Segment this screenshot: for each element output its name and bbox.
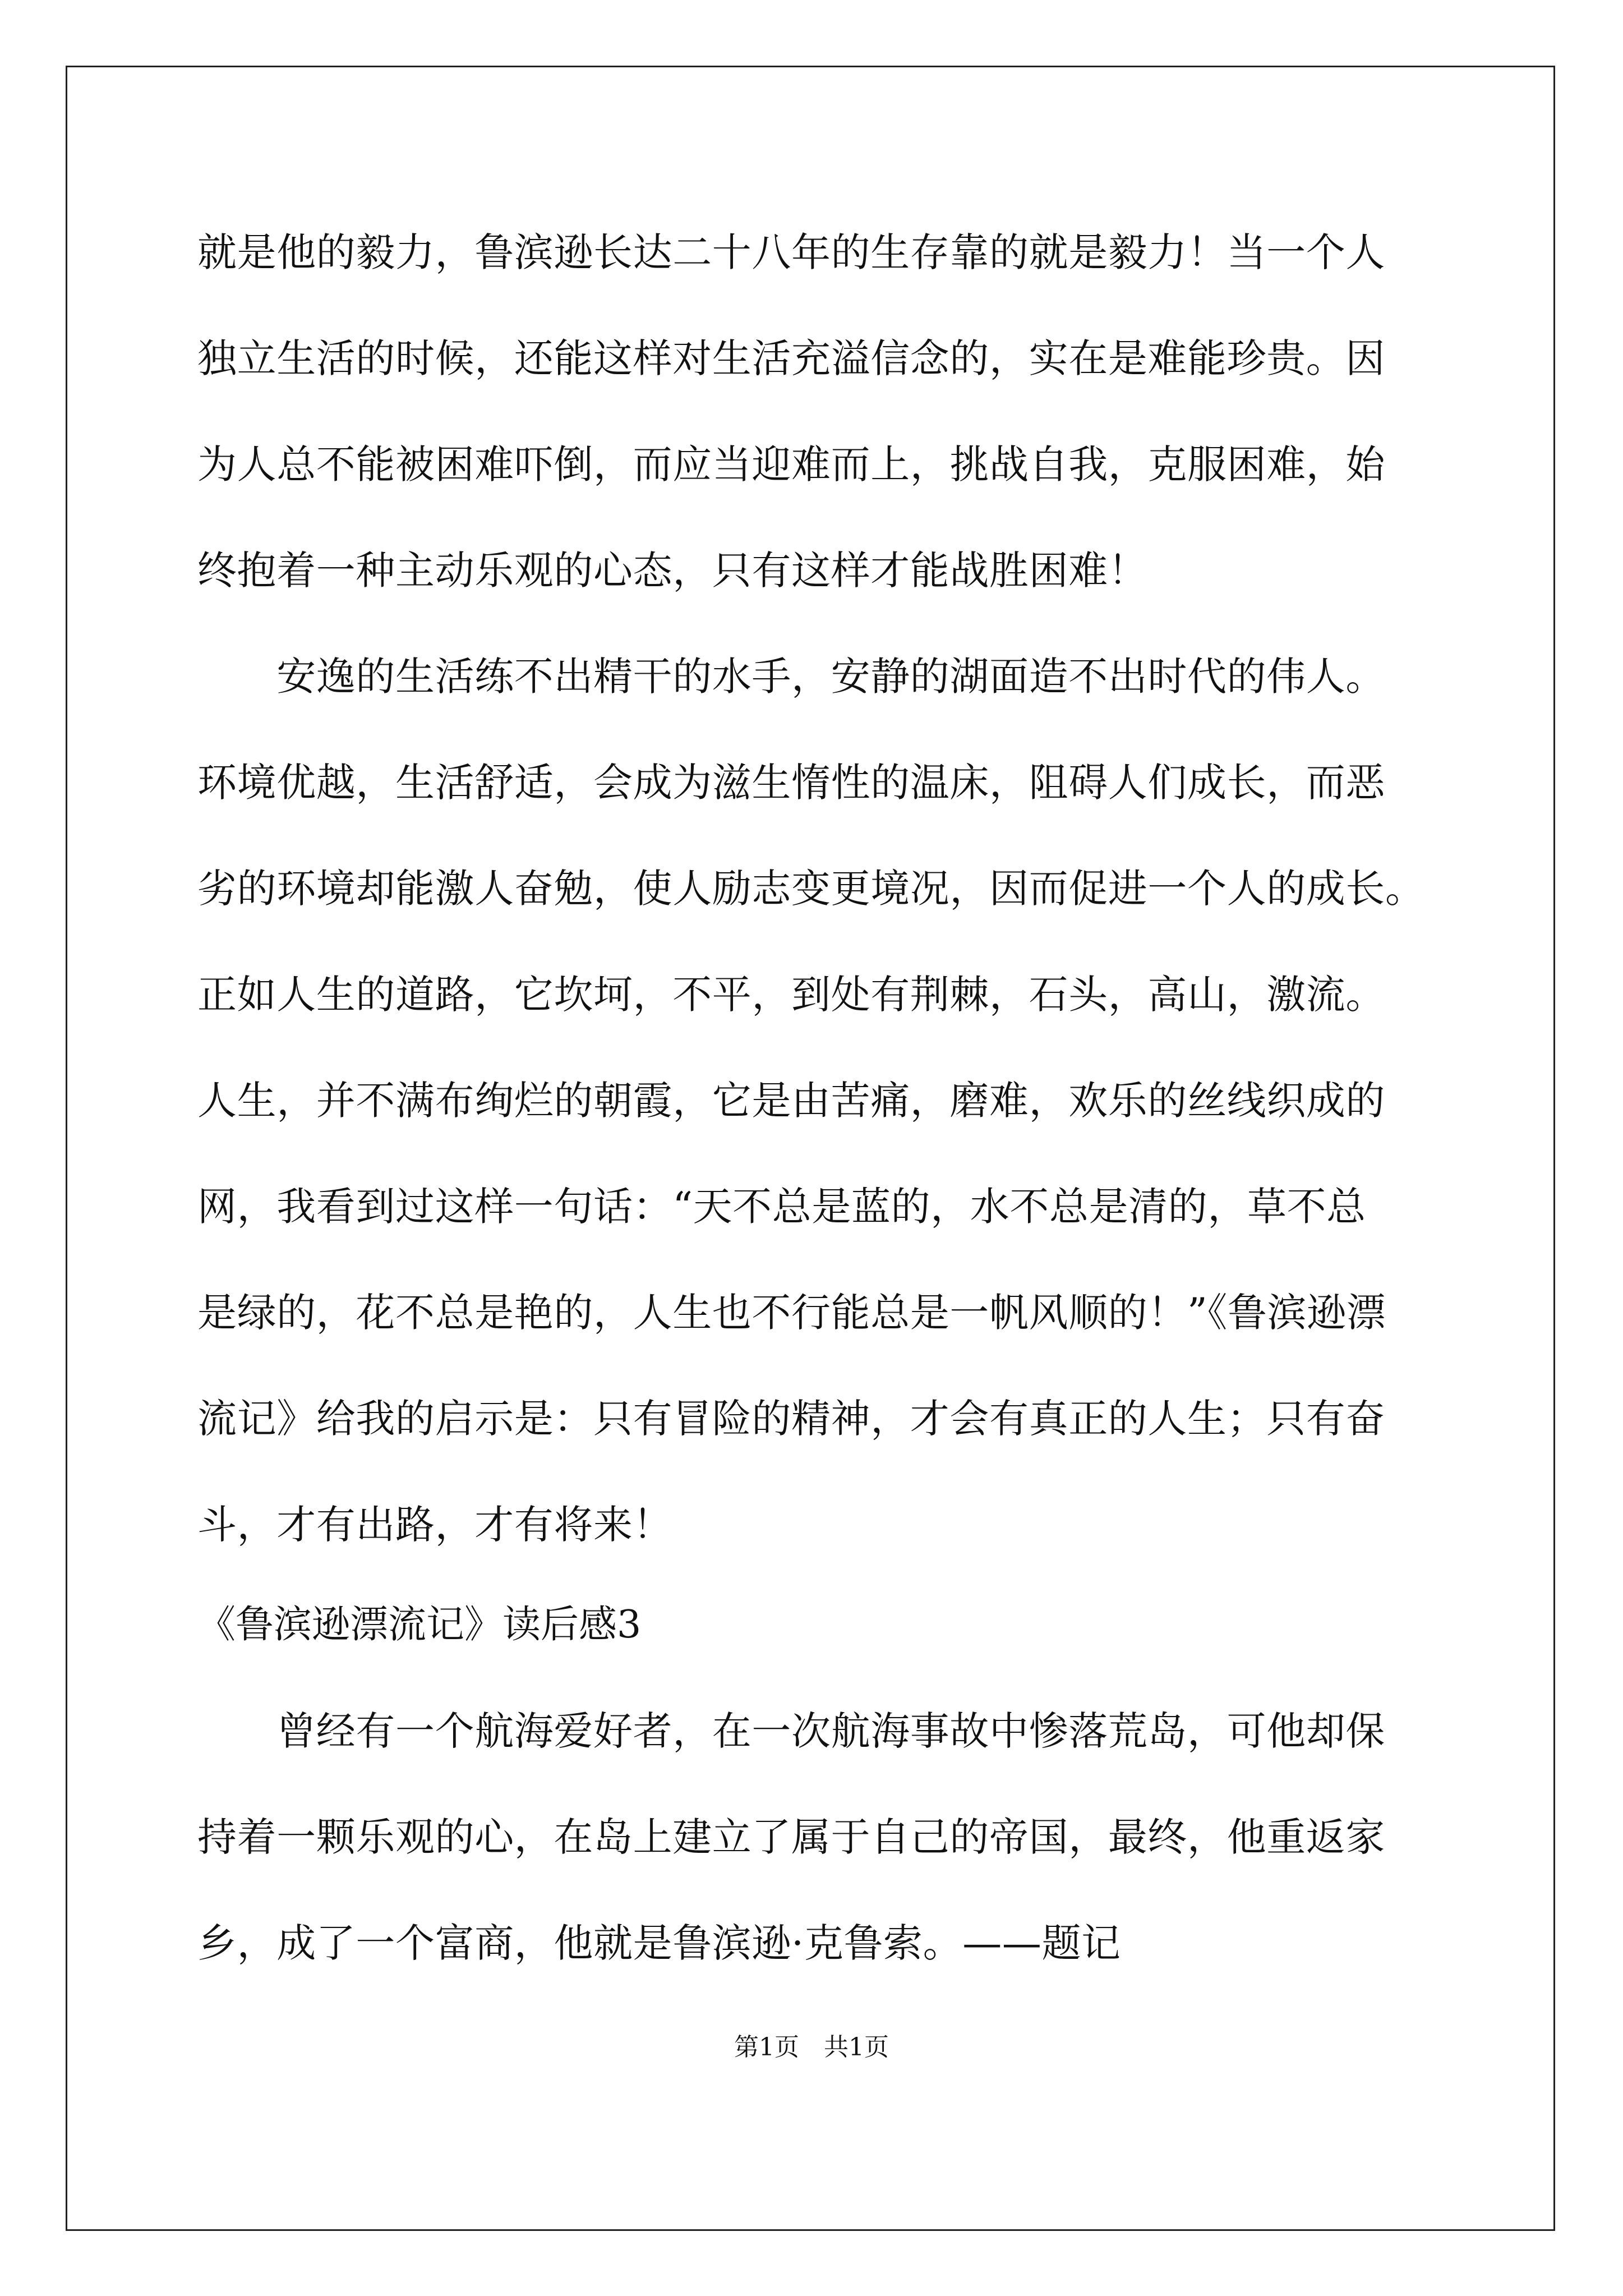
text-line: 持着一颗乐观的心，在岛上建立了属于自己的帝国，最终，他重返家 (197, 1814, 1385, 1860)
text-line: 安逸的生活练不出精干的水手，安静的湖面造不出时代的伟人。 (197, 654, 1385, 700)
text-line: 人生，并不满布绚烂的朝霞，它是由苦痛，磨难，欢乐的丝线织成的 (197, 1078, 1385, 1124)
text-line: 劣的环境却能激人奋勉，使人励志变更境况，因而促进一个人的成长。 (197, 866, 1425, 912)
page-border (66, 66, 1555, 2231)
text-line: 正如人生的道路，它坎坷，不平，到处有荆棘，石头，高山，激流。 (197, 972, 1385, 1018)
text-line: 乡，成了一个富商，他就是鲁滨逊·克鲁索。——题记 (197, 1920, 1121, 1966)
text-line: 是绿的，花不总是艳的，人生也不行能总是一帆风顺的！”《鲁滨逊漂 (197, 1290, 1386, 1336)
page-footer: 第1页 共1页 (734, 2033, 889, 2062)
text-line: 环境优越，生活舒适，会成为滋生惰性的温床，阻碍人们成长，而恶 (197, 760, 1385, 806)
section-heading: 《鲁滨逊漂流记》读后感3 (197, 1603, 642, 1647)
text-line: 就是他的毅力，鲁滨逊长达二十八年的生存靠的就是毅力！当一个人 (197, 229, 1385, 275)
text-line: 斗，才有出路，才有将来！ (197, 1502, 673, 1548)
text-line: 终抱着一种主动乐观的心态，只有这样才能战胜困难！ (197, 547, 1148, 593)
text-line: 为人总不能被困难吓倒，而应当迎难而上，挑战自我，克服困难，始 (197, 441, 1385, 487)
text-line: 网，我看到过这样一句话：“天不总是蓝的，水不总是清的，草不总 (197, 1184, 1366, 1230)
text-line: 流记》给我的启示是：只有冒险的精神，才会有真正的人生；只有奋 (197, 1396, 1385, 1442)
text-line: 曾经有一个航海爱好者，在一次航海事故中惨落荒岛，可他却保 (197, 1708, 1385, 1754)
text-line: 独立生活的时候，还能这样对生活充溢信念的，实在是难能珍贵。因 (197, 335, 1385, 381)
